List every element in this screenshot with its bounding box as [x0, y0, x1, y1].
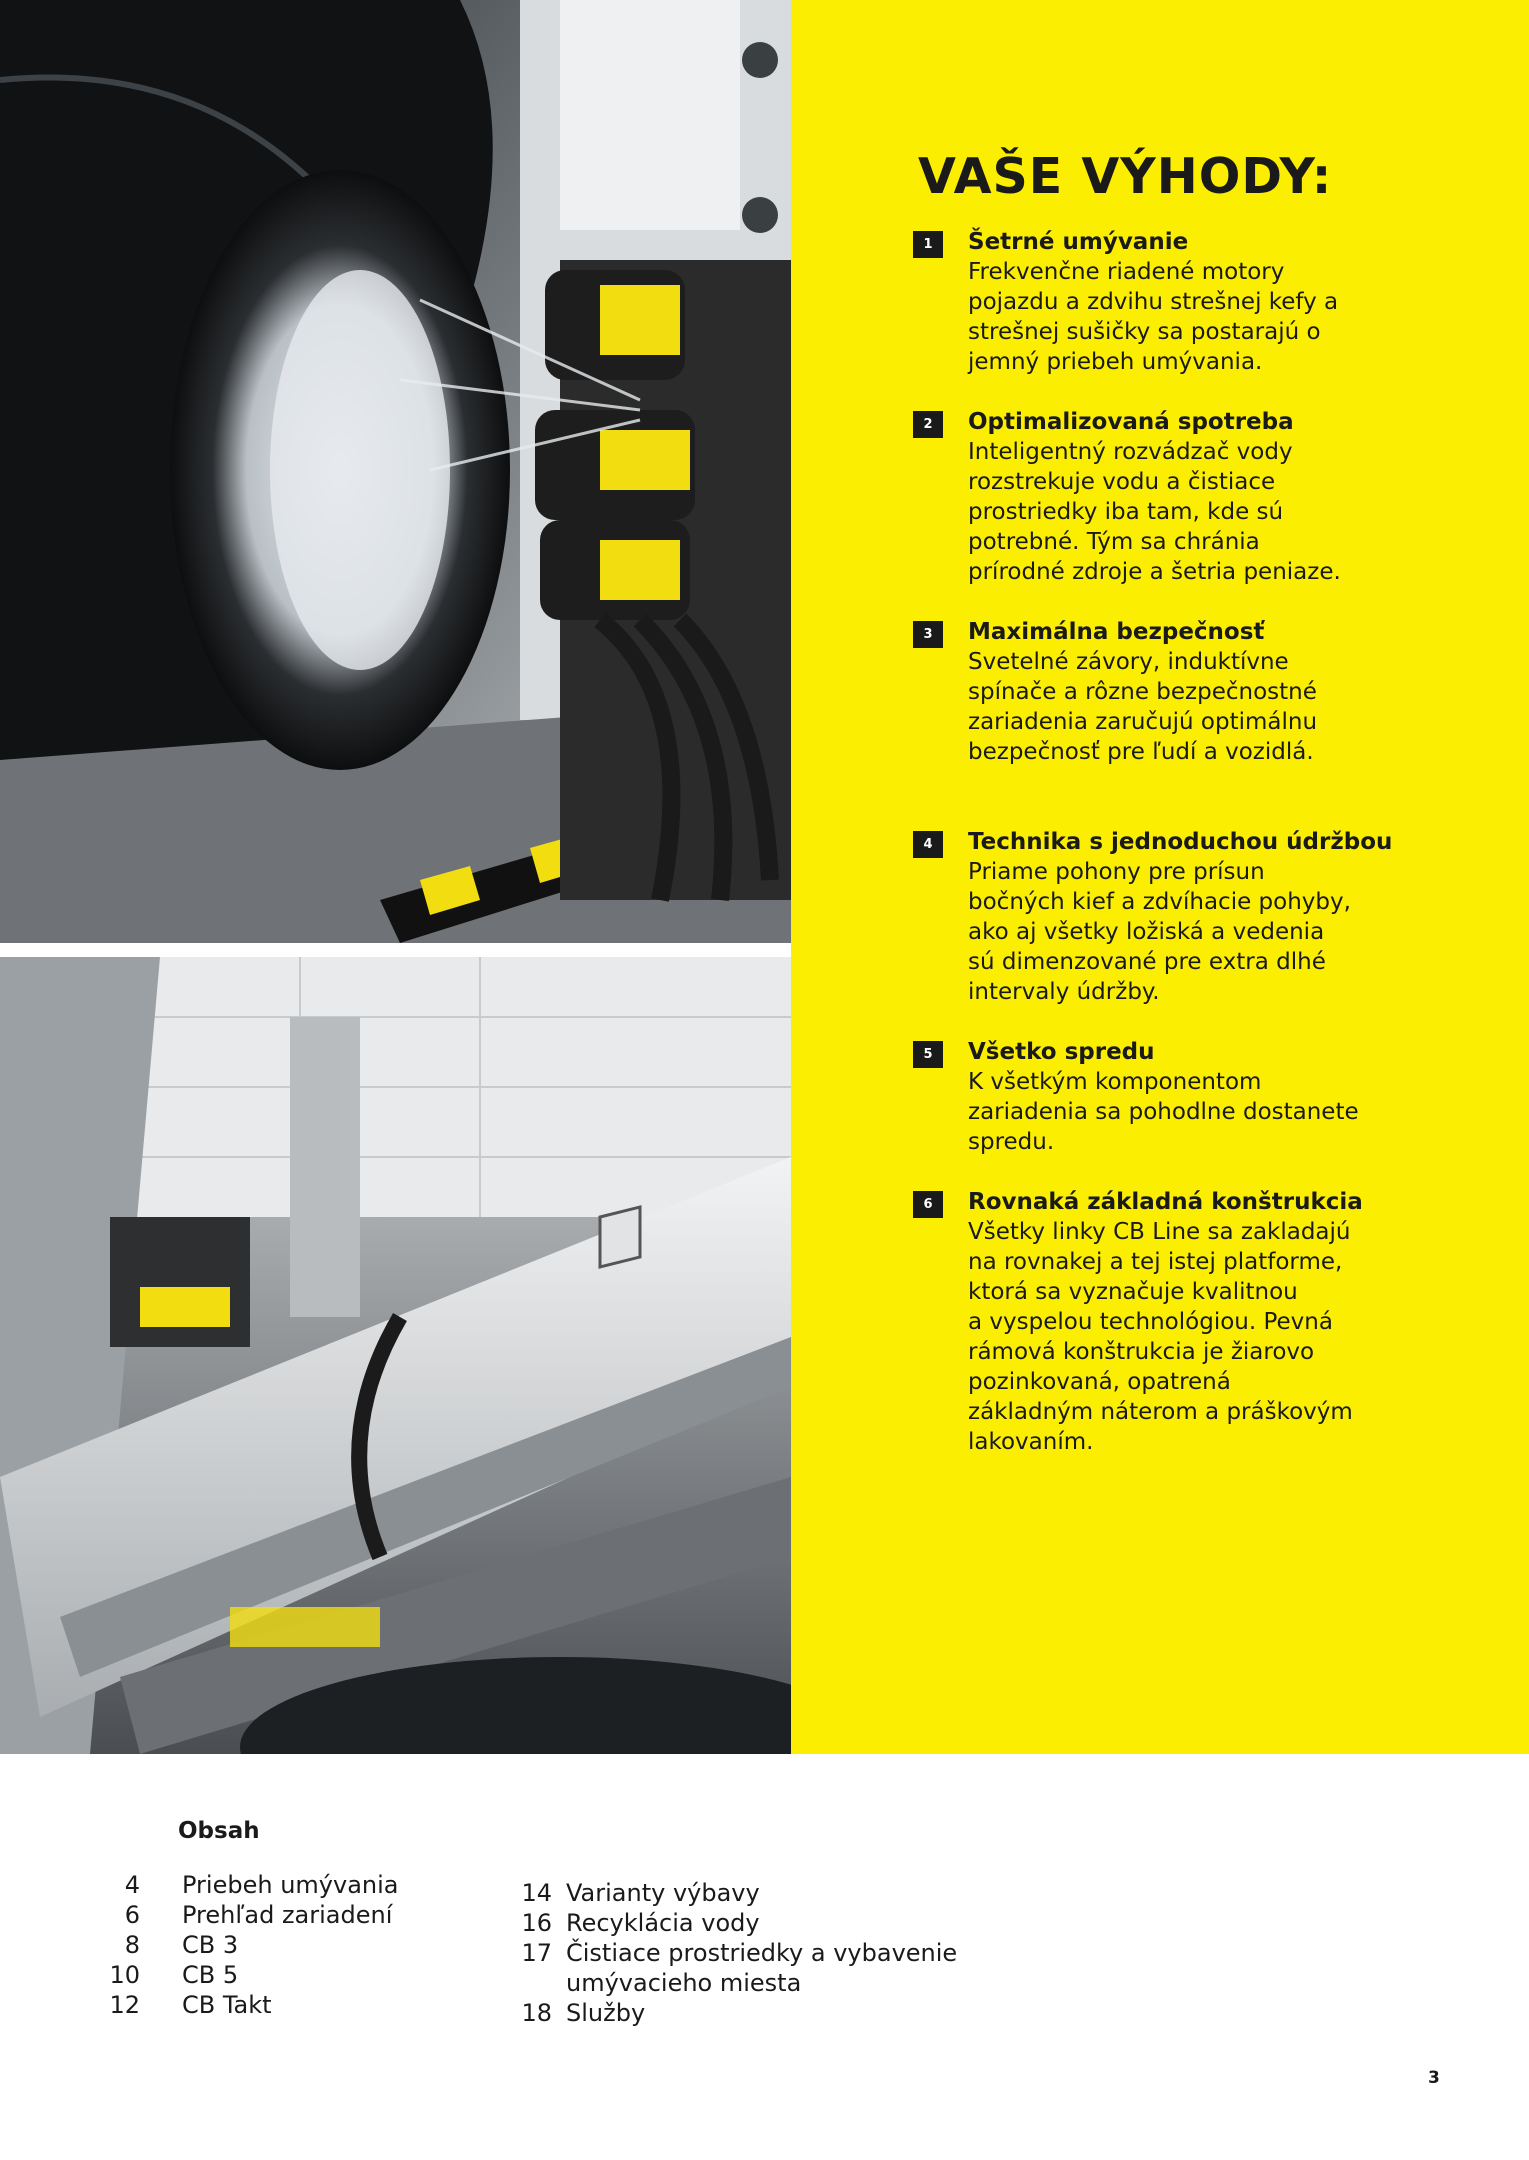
toc-label: umývacieho miesta	[566, 1969, 802, 1997]
toc-entry[interactable]	[510, 1938, 957, 1968]
toc-page-number: 12	[109, 1991, 140, 2019]
toc-entry[interactable]	[100, 1990, 398, 2020]
toc-entry[interactable]	[510, 1998, 957, 2028]
toc-entry[interactable]	[100, 1930, 398, 1960]
benefit-description: Priame pohony pre prísun bočných kief a zdvíhacie pohyby, ako aj všetky ložiská a vedenia sú dimenzované pre extra dlhé intervaly údržby.	[968, 859, 1351, 1005]
benefit-title: Optimalizovaná spotreba	[968, 409, 1294, 435]
toc-page-number: 4	[124, 1871, 140, 1899]
car-wash-photo-wheel	[0, 0, 791, 943]
benefit-number-badge: 5	[913, 1041, 943, 1068]
benefit-title: Šetrné umývanie	[968, 229, 1189, 255]
benefit-description: Frekvenčne riadené motory pojazdu a zdvihu strešnej kefy a strešnej sušičky sa postarajú o jemný priebeh umývania.	[968, 259, 1339, 375]
benefit-description: Svetelné závory, induktívne spínače a rôzne bezpečnostné zariadenia zaručujú optimálnu bezpečnosť pre ľudí a vozidlá.	[968, 649, 1318, 765]
toc-entry[interactable]	[510, 1908, 957, 1938]
toc-label: Recyklácia vody	[566, 1909, 760, 1937]
toc-label: CB 5	[182, 1961, 239, 1989]
toc-label: Prehľad zariadení	[182, 1901, 393, 1929]
toc-label: CB 3	[182, 1931, 239, 1959]
toc-label: Čistiace prostriedky a vybavenie	[566, 1939, 958, 1967]
car-wash-photo-gantry	[0, 957, 791, 1754]
toc-label: Varianty výbavy	[566, 1879, 760, 1907]
toc-entry[interactable]	[100, 1960, 398, 1990]
benefit-description: K všetkým komponentom zariadenia sa pohodlne dostanete spredu.	[968, 1069, 1359, 1155]
benefit-title: Maximálna bezpečnosť	[968, 619, 1265, 645]
benefit-description: Všetky linky CB Line sa zakladajú na rovnakej a tej istej platforme, ktorá sa vyznačuje kvalitnou a vyspelou technológiou. Pevná rámová konštrukcia je žiarovo pozinkovaná, opatrená základným náterom a práškovým lakovaním.	[968, 1219, 1353, 1455]
toc-page-number: 14	[521, 1879, 552, 1907]
toc-entry[interactable]	[510, 1878, 957, 1908]
benefit-number-badge: 1	[913, 231, 943, 258]
toc-entry-continuation	[510, 1968, 957, 1998]
page-number: 3	[1428, 2068, 1440, 2088]
benefit-number-badge: 4	[913, 831, 943, 858]
benefit-number-badge: 3	[913, 621, 943, 648]
benefit-title: Technika s jednoduchou údržbou	[968, 829, 1393, 855]
toc-entry[interactable]	[100, 1870, 398, 1900]
benefit-description: Inteligentný rozvádzač vody rozstrekuje vodu a čistiace prostriedky iba tam, kde sú potrebné. Tým sa chránia prírodné zdroje a šetria peniaze.	[968, 439, 1341, 585]
toc-page-number	[510, 1968, 552, 1998]
toc-label: Služby	[566, 1999, 646, 2027]
benefits-heading: VAŠE VÝHODY:	[918, 148, 1333, 205]
toc-left-column	[100, 1870, 398, 2020]
toc-page-number: 18	[521, 1999, 552, 2027]
toc-right-column	[510, 1878, 957, 2028]
benefit-title: Všetko spredu	[968, 1039, 1155, 1065]
toc-page-number: 6	[124, 1901, 140, 1929]
toc-label: Priebeh umývania	[182, 1871, 399, 1899]
toc-title: Obsah	[178, 1818, 260, 1844]
benefit-number-badge: 6	[913, 1191, 943, 1218]
toc-page-number: 8	[124, 1931, 140, 1959]
benefit-number-badge: 2	[913, 411, 943, 438]
toc-page-number: 17	[521, 1939, 552, 1967]
toc-entry[interactable]	[100, 1900, 398, 1930]
toc-page-number: 10	[109, 1961, 140, 1989]
benefit-title: Rovnaká základná konštrukcia	[968, 1189, 1363, 1215]
toc-page-number: 16	[521, 1909, 552, 1937]
toc-label: CB Takt	[182, 1991, 272, 2019]
